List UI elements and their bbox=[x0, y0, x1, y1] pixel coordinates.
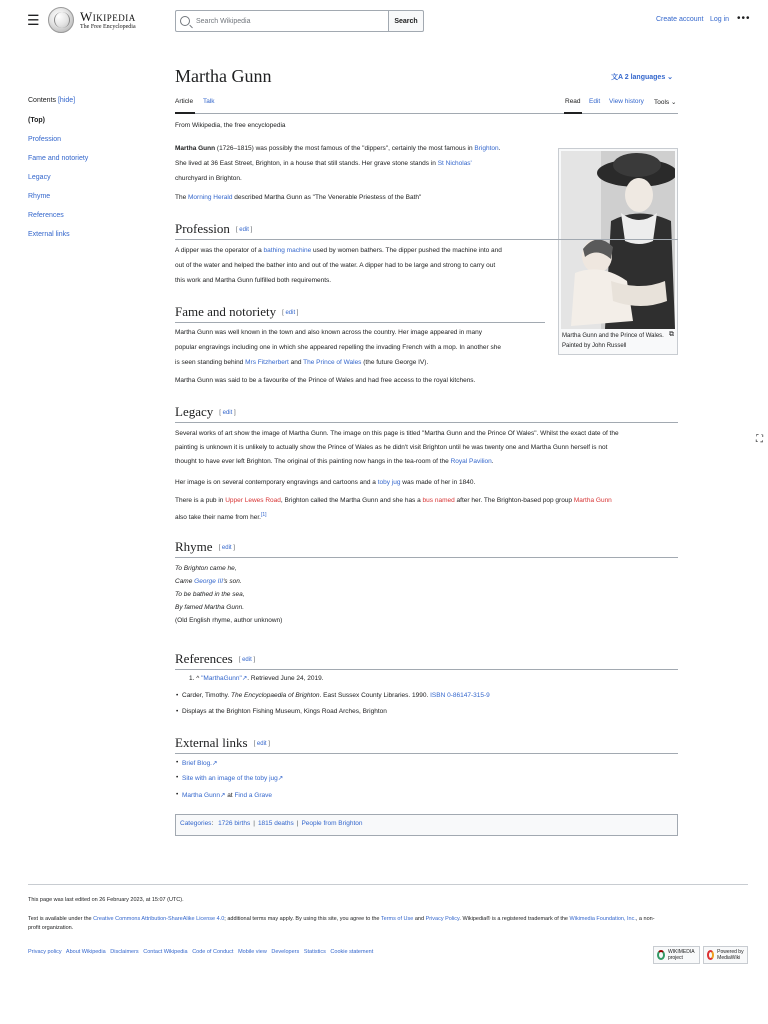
tab-article-underline bbox=[175, 112, 195, 114]
categories-label[interactable]: Categories bbox=[180, 820, 212, 827]
text: 's son. bbox=[223, 578, 242, 585]
wikipedia-globe-logo[interactable] bbox=[48, 7, 74, 33]
page-tabs bbox=[175, 94, 678, 114]
categories-box: Categories: 1726 births | 1815 deaths | People from Brighton bbox=[175, 814, 678, 836]
text: and bbox=[288, 359, 304, 366]
chevron-down-icon: ⌄ bbox=[667, 74, 674, 81]
heading-text: Fame and notoriety bbox=[175, 304, 277, 319]
footer-link-about[interactable]: About Wikipedia bbox=[65, 949, 106, 955]
link-bathing-machine[interactable]: bathing machine bbox=[263, 247, 312, 254]
license-link[interactable]: Creative Commons Attribution-ShareAlike License 4.0 bbox=[93, 916, 225, 922]
toc-item-references[interactable]: References bbox=[28, 212, 64, 219]
link-isbn[interactable]: ISBN 0-86147-315-9 bbox=[430, 692, 490, 699]
toc-title: Contents bbox=[28, 97, 57, 104]
external-link-item bbox=[182, 791, 272, 799]
toc-item-legacy[interactable]: Legacy bbox=[28, 174, 51, 181]
external-link-item bbox=[182, 774, 283, 782]
category-link[interactable]: 1726 births bbox=[218, 820, 251, 827]
text: 1. ^ bbox=[189, 675, 202, 682]
legacy-paragraph-2 bbox=[175, 475, 678, 490]
toc-item-profession[interactable]: Profession bbox=[28, 136, 62, 143]
text: Martha Gunn was well known in the town and also known across the country. Her image appeared in many bbox=[175, 329, 482, 336]
heading-text: Rhyme bbox=[175, 539, 213, 554]
footer-link-cookie[interactable]: Cookie statement bbox=[330, 949, 374, 955]
link-st-nicholas[interactable]: St Nicholas' bbox=[437, 160, 472, 167]
external-link-icon: ↗ bbox=[277, 775, 284, 782]
heading-text: References bbox=[175, 651, 233, 666]
text: this work and Martha Gunn fulfilled both requirements. bbox=[175, 277, 332, 284]
tab-talk[interactable]: Talk bbox=[203, 98, 215, 105]
text: , Brighton called the Martha Gunn and she has a bbox=[280, 497, 423, 504]
text: profit organization. bbox=[28, 925, 74, 931]
search-button[interactable]: Search bbox=[388, 10, 424, 32]
link-find-a-grave[interactable]: Find a Grave bbox=[234, 792, 273, 799]
category-link[interactable]: 1815 deaths bbox=[257, 820, 294, 827]
footer-link-statistics[interactable]: Statistics bbox=[303, 949, 326, 955]
mediawiki-logo-icon bbox=[707, 950, 714, 960]
badge-text: WIKIMEDIA project bbox=[667, 949, 695, 961]
enlarge-icon[interactable]: ⧉ bbox=[669, 331, 674, 338]
footer-link-disclaimers[interactable]: Disclaimers bbox=[110, 949, 139, 955]
link-brighton[interactable]: Brighton bbox=[474, 145, 499, 152]
link-toby-jug[interactable]: toby jug bbox=[377, 479, 401, 486]
toc-hide-link[interactable]: [hide] bbox=[57, 97, 76, 104]
bibliography-item bbox=[182, 692, 490, 699]
tab-article[interactable]: Article bbox=[175, 98, 194, 105]
link-toby-jug-site[interactable]: Site with an image of the toby jug bbox=[182, 775, 278, 782]
link-upper-lewes-road[interactable]: Upper Lewes Road bbox=[225, 497, 281, 504]
chevron-down-icon: ⌄ bbox=[671, 99, 677, 106]
external-link-icon: ↗ bbox=[241, 675, 248, 682]
bibliography-item: • Displays at the Brighton Fishing Museum, Kings Road Arches, Brighton bbox=[182, 708, 387, 715]
log-in-link[interactable]: Log in bbox=[710, 16, 730, 23]
separator: | bbox=[253, 820, 255, 827]
search-input[interactable] bbox=[175, 10, 389, 32]
footer-link-mobile-view[interactable]: Mobile view bbox=[238, 949, 267, 955]
reference-1-link[interactable]: [1] bbox=[261, 512, 267, 518]
link-martha-gunn-external[interactable]: Martha Gunn bbox=[182, 792, 220, 799]
edit-link[interactable]: edit bbox=[222, 410, 233, 416]
text: (1726–1815) was possibly the most famous of the "dippers", certainly the most famous in bbox=[215, 145, 475, 152]
external-link-icon: ↗ bbox=[212, 760, 218, 767]
translate-icon: 文A bbox=[611, 74, 623, 81]
heading-text: Profession bbox=[175, 221, 230, 236]
painting-illustration bbox=[561, 151, 675, 329]
language-button[interactable] bbox=[611, 72, 673, 82]
infobox-caption: Martha Gunn and the Prince of Wales. Painted by John Russell bbox=[562, 333, 664, 349]
portrait-image[interactable] bbox=[561, 151, 675, 329]
hamburger-menu-icon[interactable]: ☰ bbox=[27, 12, 40, 28]
rhyme-line: By famed Martha Gunn. bbox=[175, 604, 245, 611]
section-heading-references bbox=[175, 651, 678, 670]
page-title: Martha Gunn bbox=[175, 66, 272, 86]
wmf-link[interactable]: Wikimedia Foundation, Inc. bbox=[569, 916, 636, 922]
edit-link[interactable]: edit bbox=[285, 310, 296, 316]
toc-item-external-links[interactable]: External links bbox=[28, 231, 70, 238]
section-edit: [ edit ] bbox=[219, 410, 236, 416]
edit-link[interactable]: edit bbox=[242, 657, 252, 663]
wikipedia-tagline: The Free Encyclopedia bbox=[80, 24, 136, 30]
text: (the future George IV). bbox=[361, 359, 429, 366]
text: at bbox=[225, 792, 235, 799]
text: used by women bathers. The dipper pushed the machine into and bbox=[311, 247, 502, 254]
book-title: The Encyclopaedia of Brighton bbox=[231, 692, 320, 699]
search-placeholder: Search Wikipedia bbox=[196, 17, 251, 25]
edit-link[interactable]: edit bbox=[256, 741, 267, 747]
link-marthagunn-ref[interactable]: "MarthaGunn" bbox=[201, 675, 242, 682]
tagline: From Wikipedia, the free encyclopedia bbox=[175, 122, 286, 129]
text: churchyard in Brighton. bbox=[175, 175, 242, 182]
text: . Retrieved June 24, 2019. bbox=[247, 675, 324, 682]
text: Carder, Timothy. bbox=[182, 692, 232, 699]
rhyme-attribution: (Old English rhyme, author unknown) bbox=[175, 617, 283, 624]
text: She lived at 36 East Street, Brighton, in a house that still stands. Her grave stone stands in bbox=[175, 160, 438, 167]
section-edit: [ edit ] bbox=[235, 227, 253, 233]
footer-divider bbox=[28, 884, 748, 885]
section-edit: [ edit ] bbox=[238, 657, 256, 663]
toc-item-rhyme[interactable]: Rhyme bbox=[28, 193, 51, 200]
fullscreen-icon[interactable]: ⛶ bbox=[756, 434, 763, 445]
legacy-paragraph bbox=[175, 427, 678, 469]
tab-read[interactable]: Read bbox=[565, 98, 581, 105]
license-text bbox=[28, 915, 748, 933]
section-edit: [ edit ] bbox=[282, 310, 299, 316]
text: ; additional terms may apply. By using this site, you agree to the bbox=[224, 916, 381, 922]
rhyme-line bbox=[175, 578, 242, 585]
link-prince-of-wales[interactable]: The Prince of Wales bbox=[303, 359, 362, 366]
toc-heading bbox=[28, 97, 75, 104]
link-mrs-fitzherbert[interactable]: Mrs Fitzherbert bbox=[245, 359, 289, 366]
wikimedia-logo-icon bbox=[657, 950, 665, 960]
text: popular engravings including one in which she appeared repelling the invading French with a mop. In another she bbox=[175, 344, 501, 351]
text: Text is available under the bbox=[28, 916, 94, 922]
language-count: 2 languages bbox=[624, 74, 666, 81]
badge-text: Powered by MediaWiki bbox=[717, 949, 744, 961]
edit-link[interactable]: edit bbox=[221, 545, 232, 551]
link-morning-herald[interactable]: Morning Herald bbox=[188, 194, 233, 201]
tab-tools[interactable] bbox=[654, 98, 676, 106]
text: Several works of art show the image of Martha Gunn. The image on this page is titled "Martha Gunn and the Prince Of Wales". Whilst the exact date of the bbox=[175, 430, 619, 437]
link-bus-named[interactable]: bus named bbox=[422, 497, 455, 504]
wikimedia-badge[interactable] bbox=[653, 946, 700, 964]
text: . bbox=[491, 458, 494, 465]
text: . bbox=[498, 145, 501, 152]
external-link-item bbox=[182, 759, 217, 767]
mediawiki-badge[interactable] bbox=[703, 946, 748, 964]
link-brief-blog[interactable]: Brief Blog. bbox=[182, 760, 212, 767]
ellipsis-icon[interactable]: ••• bbox=[737, 13, 751, 24]
text: Her image is on several contemporary engravings and cartoons and a bbox=[175, 479, 378, 486]
rhyme-line: To Brighton came he, bbox=[175, 565, 237, 572]
fame-paragraph bbox=[175, 325, 545, 370]
create-account-link[interactable]: Create account bbox=[656, 16, 704, 23]
text: . Wikipedia® is a registered trademark of the bbox=[459, 916, 570, 922]
section-heading-legacy bbox=[175, 404, 678, 423]
section-heading-fame bbox=[175, 304, 545, 323]
text: thought to have ever left Brighton. The original of this painting now hangs in the tea-room of the bbox=[175, 458, 451, 465]
section-heading-external-links bbox=[175, 735, 678, 754]
tab-edit[interactable]: Edit bbox=[589, 98, 601, 105]
text: The bbox=[175, 194, 189, 201]
text: A dipper was the operator of a bbox=[175, 247, 264, 254]
text: . East Sussex County Libraries. 1990. bbox=[319, 692, 431, 699]
tab-view-history[interactable]: View history bbox=[609, 98, 644, 105]
text: and bbox=[413, 916, 426, 922]
rhyme-text bbox=[175, 562, 282, 627]
tab-read-underline bbox=[564, 112, 582, 114]
text: out of the water and helped the bather into and out of the water. A dipper had to be large and strong to carry out bbox=[175, 262, 496, 269]
terms-link[interactable]: Terms of Use bbox=[380, 916, 414, 922]
tools-label: Tools bbox=[654, 99, 670, 106]
intro-paragraph bbox=[175, 141, 545, 186]
text: also take their name from her. bbox=[175, 514, 261, 522]
text: , a non- bbox=[635, 916, 655, 922]
link-george-iii[interactable]: George III bbox=[194, 578, 224, 585]
wikipedia-wordmark[interactable]: Wikipedia bbox=[80, 9, 136, 24]
last-edited: This page was last edited on 26 February 2023, at 15:07 (UTC). bbox=[28, 897, 184, 903]
fame-paragraph-2: Martha Gunn was said to be a favourite of the Prince of Wales and had free access to the royal kitchens. bbox=[175, 377, 476, 384]
text: after her. The Brighton-based pop group bbox=[454, 497, 574, 504]
toc-item-top[interactable]: (Top) bbox=[28, 117, 45, 124]
heading-text: Legacy bbox=[175, 404, 214, 419]
text: described Martha Gunn as "The Venerable Priestess of the Bath" bbox=[232, 194, 422, 201]
category-link[interactable]: People from Brighton bbox=[301, 820, 363, 827]
toc-item-fame[interactable]: Fame and notoriety bbox=[28, 155, 89, 162]
link-royal-pavilion[interactable]: Royal Pavilion bbox=[450, 458, 492, 465]
section-edit: [ edit ] bbox=[218, 545, 235, 551]
footer-link-developers[interactable]: Developers bbox=[271, 949, 300, 955]
reference-item-1 bbox=[189, 674, 324, 682]
infobox-figure bbox=[558, 148, 678, 355]
section-heading-profession bbox=[175, 221, 678, 240]
rhyme-line: To be bathed in the sea, bbox=[175, 591, 245, 598]
footer-links bbox=[28, 948, 373, 957]
section-edit: [ edit ] bbox=[253, 741, 270, 747]
footer-link-privacy[interactable]: Privacy policy bbox=[28, 949, 62, 955]
external-link-icon: ↗ bbox=[219, 792, 226, 799]
footer-link-code-of-conduct[interactable]: Code of Conduct bbox=[192, 949, 234, 955]
profession-paragraph bbox=[175, 243, 545, 288]
search-icon bbox=[180, 16, 190, 26]
bold-title: Martha Gunn bbox=[175, 145, 216, 152]
footer-link-contact[interactable]: Contact Wikipedia bbox=[143, 949, 188, 955]
heading-text: External links bbox=[175, 735, 248, 750]
edit-link[interactable]: edit bbox=[239, 227, 249, 233]
text: painting is unknown it is unlikely to actually show the Prince of Wales as he didn't visit Brighton until he was twenty one and Martha Gunn herself is not bbox=[175, 444, 608, 451]
intro-paragraph-2 bbox=[175, 190, 545, 205]
section-heading-rhyme bbox=[175, 539, 678, 558]
text: is seen standing behind bbox=[175, 359, 246, 366]
separator: | bbox=[296, 820, 299, 827]
text: Came bbox=[175, 578, 195, 585]
legacy-paragraph-3 bbox=[175, 493, 678, 525]
text: was made of her in 1840. bbox=[400, 479, 476, 486]
link-martha-gunn-band[interactable]: Martha Gunn bbox=[573, 497, 612, 504]
privacy-policy-inline-link[interactable]: Privacy Policy bbox=[425, 916, 460, 922]
text: There is a pub in bbox=[175, 497, 226, 504]
